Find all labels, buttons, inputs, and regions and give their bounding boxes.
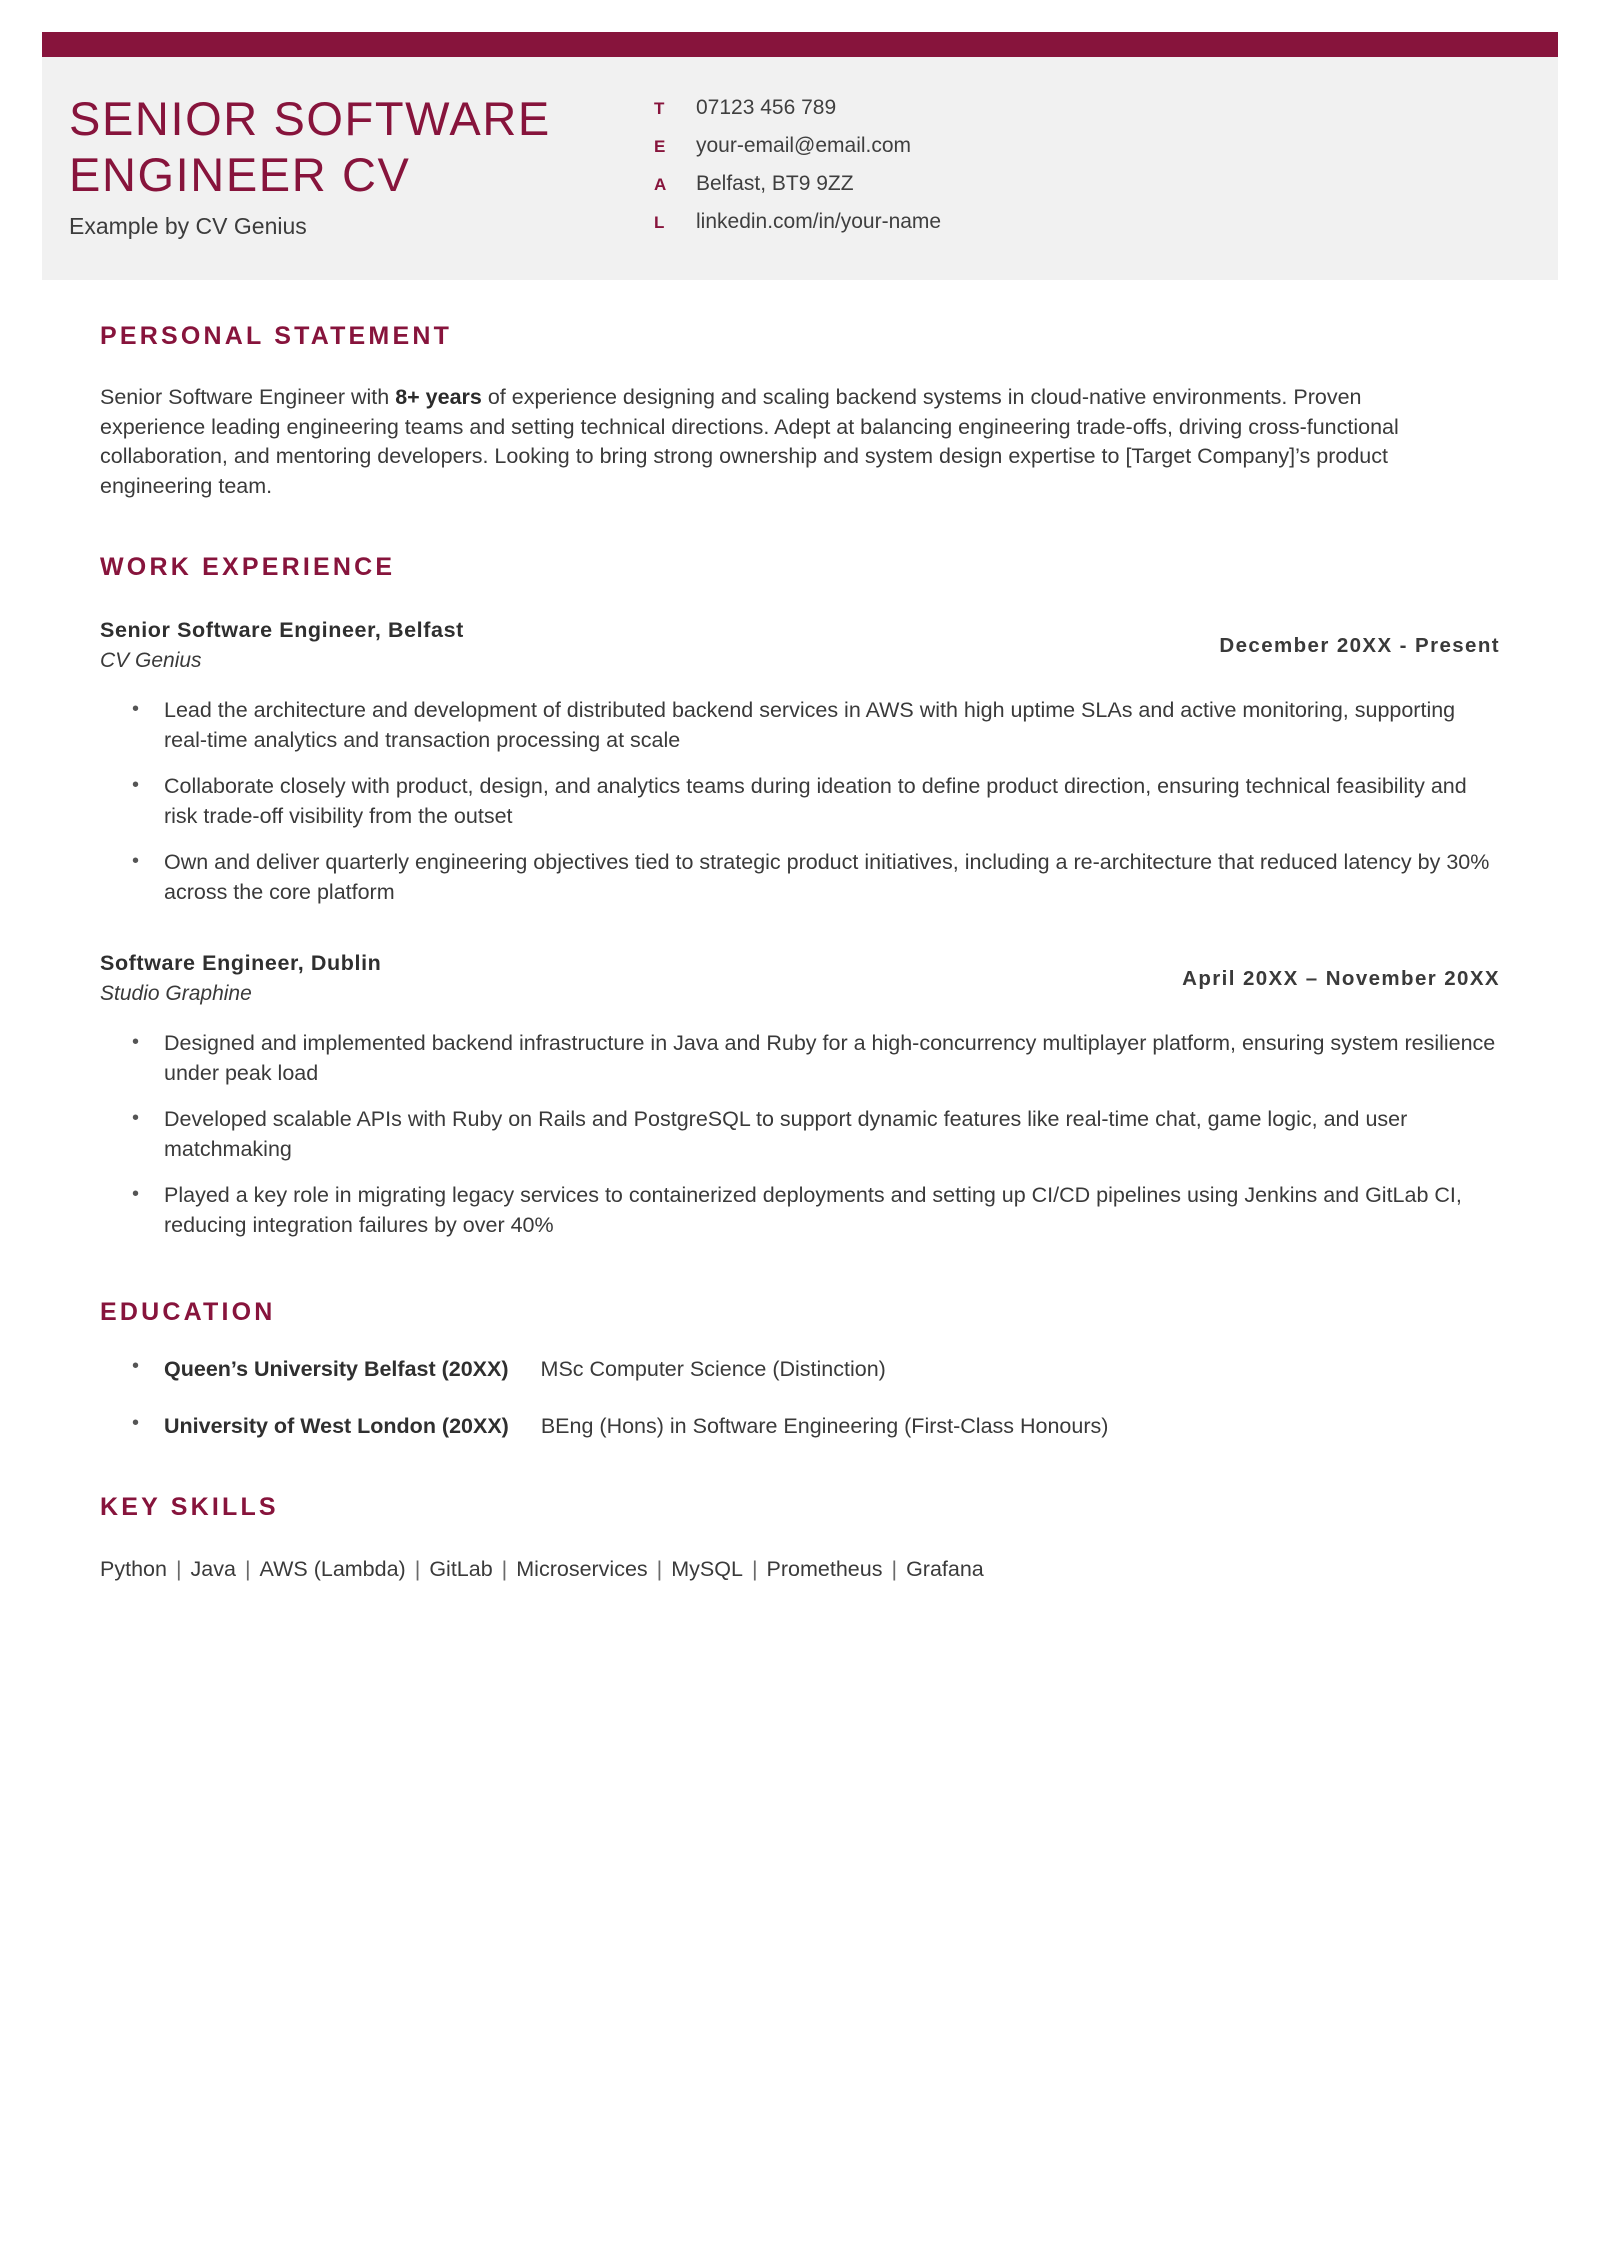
page-subtitle: Example by CV Genius <box>69 213 307 239</box>
linkedin-icon: L <box>654 213 665 232</box>
section-work-experience <box>0 553 1600 1240</box>
statement-highlight: 8+ years <box>395 385 482 409</box>
skill-separator: | <box>414 1557 421 1581</box>
job-bullet: • Lead the architecture and development of distributed backend services in AWS with high uptime SLAs and active monitoring, supporting real-time analytics and transaction processing at scale <box>132 695 1500 755</box>
education-list <box>100 1357 1500 1439</box>
job-bullet: • Developed scalable APIs with Ruby on Rails and PostgreSQL to support dynamic features like real-time chat, game logic, and user matchmaking <box>132 1104 1500 1164</box>
section-title-work-experience: WORK EXPERIENCE <box>100 553 396 581</box>
skill-item: Prometheus <box>766 1557 883 1581</box>
job-bullet-list <box>100 1028 1500 1240</box>
statement-part-1: Senior Software Engineer with <box>100 385 396 409</box>
job-dates: December 20XX - Present <box>1219 634 1500 657</box>
personal-statement-text <box>100 383 1460 501</box>
education-school: • Queen’s University Belfast (20XX) <box>164 1357 509 1381</box>
cv-body <box>0 280 1600 1584</box>
contact-row-address <box>654 172 1254 210</box>
skill-item: Python <box>100 1557 167 1581</box>
education-entry <box>132 1357 1500 1382</box>
skill-item: Grafana <box>906 1557 984 1581</box>
page-title: SENIOR SOFTWARE ENGINEER CV <box>69 92 551 201</box>
job-title: Software Engineer, Dublin <box>100 951 382 975</box>
section-title-education: EDUCATION <box>100 1298 276 1326</box>
skill-item: Java <box>190 1557 236 1581</box>
job-bullet: • Own and deliver quarterly engineering objectives tied to strategic product initiatives, including a re-architecture that reduced latency by 30% across the core platform <box>132 847 1500 907</box>
section-title-personal-statement: PERSONAL STATEMENT <box>100 322 453 350</box>
contact-list <box>654 96 1254 248</box>
statement-part-2: of experience designing and scaling backend systems in cloud-native environments. Proven experience leading engineering teams and setting technical directions. Adept at balancing engineering trade-offs, driving cross-functional collaboration, and mentoring developers. Looking to bring strong ownership and system design expertise to [Target Company]’s product engineering team. <box>100 385 1399 498</box>
skill-separator: | <box>244 1557 251 1581</box>
cv-header <box>42 57 1558 280</box>
education-degree: BEng (Hons) in Software Engineering (First-Class Honours) <box>540 1414 1109 1438</box>
telephone-icon: T <box>654 99 665 118</box>
top-accent-bar <box>42 32 1558 57</box>
job-header <box>100 951 1500 1006</box>
name-block <box>69 91 689 241</box>
job-header <box>100 618 1500 673</box>
job-bullet-list <box>100 695 1500 907</box>
education-school: • University of West London (20XX) <box>164 1414 509 1438</box>
education-entry <box>132 1414 1500 1439</box>
section-personal-statement <box>0 322 1600 501</box>
section-key-skills <box>0 1493 1600 1584</box>
job-entry <box>100 951 1500 1240</box>
job-company: Studio Graphine <box>100 982 252 1005</box>
skills-list <box>100 1554 1500 1584</box>
skill-item: GitLab <box>429 1557 493 1581</box>
skill-item: Microservices <box>516 1557 648 1581</box>
skill-item: MySQL <box>671 1557 743 1581</box>
skill-separator: | <box>751 1557 758 1581</box>
job-entry <box>100 618 1500 907</box>
job-dates: April 20XX – November 20XX <box>1182 967 1500 990</box>
skill-separator: | <box>656 1557 663 1581</box>
contact-row-telephone <box>654 96 1254 134</box>
address-value: Belfast, BT9 9ZZ <box>696 172 854 195</box>
address-icon: A <box>654 175 667 194</box>
education-degree: MSc Computer Science (Distinction) <box>540 1357 886 1381</box>
telephone-value: 07123 456 789 <box>696 96 837 119</box>
linkedin-value[interactable]: linkedin.com/in/your-name <box>696 210 942 233</box>
job-bullet: • Designed and implemented backend infrastructure in Java and Ruby for a high-concurrency multiplayer platform, ensuring system resilience under peak load <box>132 1028 1500 1088</box>
job-company: CV Genius <box>100 649 202 672</box>
contact-row-linkedin <box>654 210 1254 248</box>
email-icon: E <box>654 137 666 156</box>
section-title-key-skills: KEY SKILLS <box>100 1493 279 1521</box>
email-value[interactable]: your-email@email.com <box>696 134 912 157</box>
job-bullet: • Played a key role in migrating legacy services to containerized deployments and setting up CI/CD pipelines using Jenkins and GitLab CI, reducing integration failures by over 40% <box>132 1180 1500 1240</box>
section-education <box>0 1298 1600 1439</box>
skill-item: AWS (Lambda) <box>259 1557 406 1581</box>
skill-separator: | <box>891 1557 898 1581</box>
skill-separator: | <box>175 1557 182 1581</box>
job-bullet: • Collaborate closely with product, design, and analytics teams during ideation to define product direction, ensuring technical feasibility and risk trade-off visibility from the outset <box>132 771 1500 831</box>
contact-row-email <box>654 134 1254 172</box>
skill-separator: | <box>501 1557 508 1581</box>
job-title: Senior Software Engineer, Belfast <box>100 618 464 642</box>
